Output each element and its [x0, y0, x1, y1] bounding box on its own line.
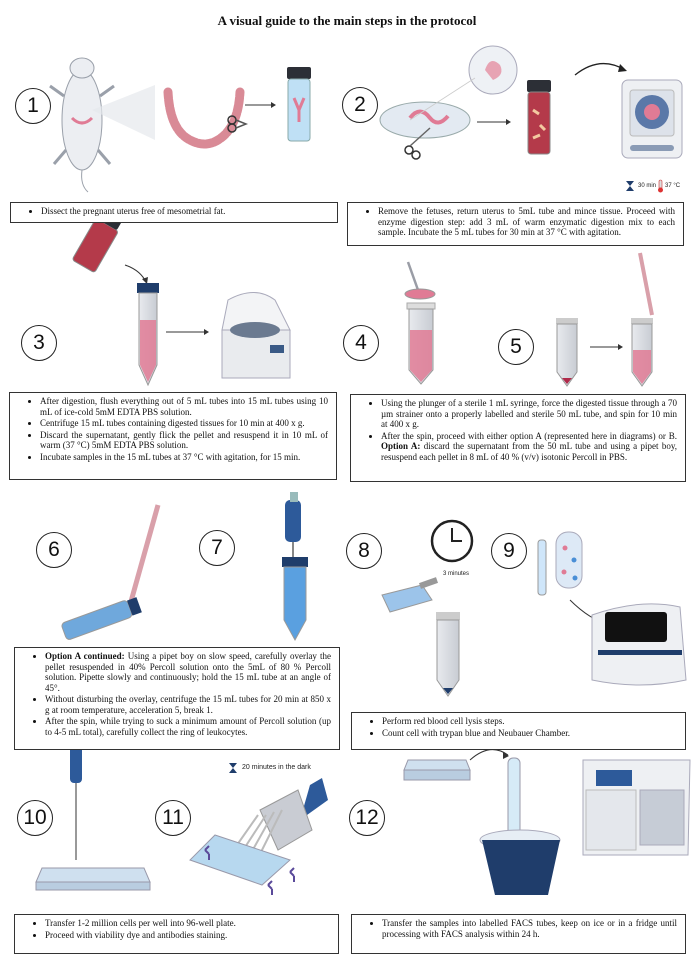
tube-15ml — [282, 557, 308, 640]
pipette-illustration — [640, 253, 652, 315]
step-number-12: 12 — [349, 800, 385, 836]
tube-50ml — [556, 318, 578, 386]
step-2-instructions — [347, 202, 684, 246]
incubation-time-label: 30 min — [638, 183, 657, 189]
step-number-8: 8 — [346, 533, 382, 569]
step-number-10: 10 — [17, 800, 53, 836]
instruction-item: • Transfer 1-2 million cells per well into 96-well plate. — [45, 918, 330, 929]
step-10-11-instructions — [14, 914, 339, 954]
instruction-text: Using a pipet boy on slow speed, carefully overlay the pellet resuspended in 40% Percoll solution onto the 5mL of 80 % Percoll solution. Pipette slowly and continuously; hold the 15 mL tube at an angle of 45°. — [45, 651, 331, 693]
step-8-9-instructions — [351, 712, 686, 750]
instruction-item: • Count cell with trypan blue and Neubauer Chamber. — [382, 728, 677, 739]
step-number-3: 3 — [21, 325, 57, 361]
instruction-text: After the spin, proceed with either option A (represented here in diagrams) or B. — [381, 430, 677, 441]
arrow-icon — [575, 64, 625, 75]
instruction-item: • Perform red blood cell lysis steps. — [382, 716, 677, 727]
instruction-item: • Remove the fetuses, return uterus to 5mL tube and mince tissue. Proceed with enzyme digestion step: add 3 mL of warm enzymatic digestion mix to each sample. Incubate the 5 mL tubes for 30 min at 37 °C with agitation. — [378, 206, 675, 238]
flow-cytometer-illustration — [583, 760, 690, 855]
step-number-9: 9 — [491, 533, 527, 569]
instruction-text: discard the supernatant from the 50 mL tube and using a pipet boy, resuspend each pellet in 8 mL of 40 % (v/v) isotonic Percoll in PBS. — [381, 441, 677, 462]
instruction-item — [45, 651, 331, 693]
instruction-item: • After digestion, flush everything out of 5 mL tubes into 15 mL tubes using 10 mL of ice-cold 5mM EDTA PBS solution. — [40, 396, 328, 417]
dark-incubation-label: 20 minutes in the dark — [242, 764, 311, 771]
step-4-5-instructions — [350, 394, 686, 482]
instruction-item: • Transfer the samples into labelled FACS tubes, keep on ice or in a fridge until processing with FACS analysis within 24 h. — [382, 918, 677, 939]
tube-15ml-tilted — [61, 596, 142, 640]
option-a-label: Option A: — [381, 441, 421, 451]
arrow-icon — [271, 102, 276, 108]
instruction-item: • Centrifuge 15 mL tubes containing digested tissues for 10 min at 400 x g. — [40, 418, 328, 429]
instruction-item: • After the spin, while trying to suck a minimum amount of Percoll solution (up to 4-5 mL total), carefully collect the ring of leukocytes. — [45, 716, 331, 737]
page-title: A visual guide to the main steps in the protocol — [217, 13, 477, 28]
mouse-illustration — [50, 58, 155, 192]
trypan-tube-illustration — [538, 532, 582, 595]
timer-icon — [229, 763, 237, 773]
single-pipette-illustration — [70, 745, 82, 860]
option-a-continued-label: Option A continued: — [45, 651, 125, 661]
tube-15ml — [137, 283, 159, 385]
instruction-item: • Incubate samples in the 15 mL tubes at 37 °C with agitation, for 15 min. — [40, 452, 328, 463]
petri-dish-illustration — [380, 46, 517, 159]
step-number-6: 6 — [36, 532, 72, 568]
tube-50ml-strainer — [405, 262, 435, 384]
instruction-item: • Discard the supernatant, gently flick the pellet and resuspend it in 10 mL of warm (37 °C) 5mM EDTA PBS solution. — [40, 430, 328, 451]
step-number-7: 7 — [199, 530, 235, 566]
tube-50ml — [631, 318, 653, 386]
step-number-2: 2 — [342, 87, 378, 123]
pipette-illustration — [127, 505, 158, 615]
arrow-icon — [506, 119, 511, 125]
step-6-7-instructions — [14, 647, 340, 750]
flask-illustration — [382, 580, 437, 612]
step-number-11: 11 — [155, 800, 191, 836]
step-1-instructions — [10, 202, 338, 223]
facs-tube-in-ice — [480, 758, 560, 895]
incubation-temp-label: 37 °C — [665, 183, 681, 189]
instruction-item: • Without disturbing the overlay, centrifuge the 15 mL tubes for 20 min at 850 x g at room temperature, acceleration 5, break 1. — [45, 694, 331, 715]
incubator-illustration — [622, 80, 682, 158]
centrifuge-illustration — [222, 293, 290, 379]
step-number-4: 4 — [343, 325, 379, 361]
vial-illustration — [527, 80, 551, 154]
cell-counter-illustration — [592, 604, 686, 685]
tube-50ml — [436, 612, 460, 696]
step-12-instructions — [351, 914, 686, 954]
step-3-instructions — [9, 392, 337, 480]
well-plate-illustration — [36, 868, 150, 890]
step-number-1: 1 — [15, 88, 51, 124]
instruction-item — [381, 431, 677, 463]
clock-icon — [432, 521, 472, 561]
well-plate-illustration — [404, 760, 470, 780]
arrow-icon — [470, 750, 508, 760]
instruction-item: • Proceed with viability dye and antibodies staining. — [45, 930, 330, 941]
step-number-5: 5 — [498, 329, 534, 365]
vial-illustration — [287, 67, 311, 141]
timer-icon — [626, 181, 634, 191]
spin-time-label: 3 minutes — [443, 571, 470, 577]
instruction-item: • Using the plunger of a sterile 1 mL syringe, force the digested tissue through a 70 µm strainer onto a properly labelled and sterile 50 mL tube, and spin for 10 min at 400 x g. — [381, 398, 677, 430]
instruction-item: • Dissect the pregnant uterus free of mesometrial fat. — [41, 206, 329, 217]
thermometer-icon — [658, 180, 663, 193]
